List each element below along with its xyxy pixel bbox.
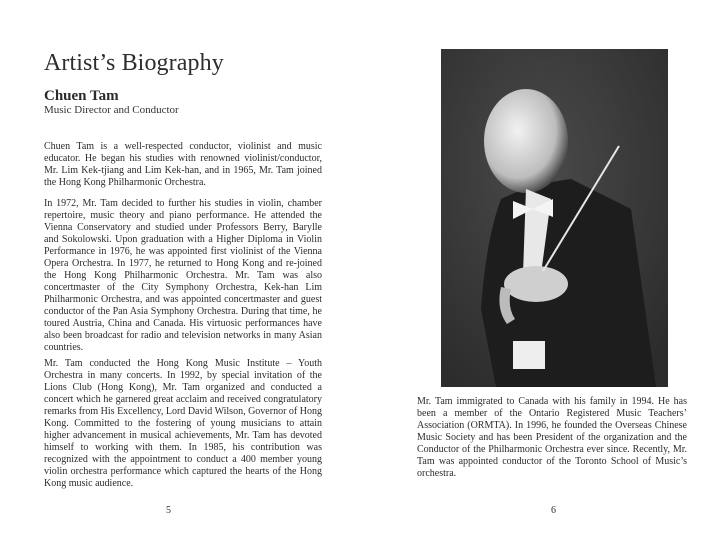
page-number-left: 5 xyxy=(166,505,171,516)
right-page xyxy=(360,0,720,556)
artist-role: Music Director and Conductor xyxy=(44,104,179,116)
artist-name: Chuen Tam xyxy=(44,88,119,104)
bio-paragraph-4: Mr. Tam immigrated to Canada with his family in 1994. He has been a member of the Ontario Registered Music Teachers’ Association (ORMTA). In 1996, he founded the Overseas Chinese Music Society and has been President of the organization and the Conductor of the Philharmonic Orchestra ever since. Recently, Mr. Tam was appointed conductor of the Toronto School of Music’s orchestra. xyxy=(417,396,687,479)
conductor-portrait-photo xyxy=(441,49,668,387)
bio-paragraph-1: Chuen Tam is a well-respected conductor, violinist and music educator. He began his studies with renowned violinist/conductor, Mr. Lim Kek-tjiang and Lim Kek-han, and in 1965, Mr. Tam joined the Hong Kong Philharmonic Orchestra. xyxy=(44,141,322,188)
bio-paragraph-3: Mr. Tam conducted the Hong Kong Music Institute – Youth Orchestra in many concerts. In 1992, by special invitation of the Lions Club (Hong Kong), Mr. Tam organized and conducted a concert which he garnered great acclaim and received congratulatory remarks from His Excellency, Lord David Wilson, Governor of Hong Kong. Committed to the fostering of young musicians to attain higher advancement in musical achievements, Mr. Tam has devoted himself to working with them. In 1985, his contribution was recognized with the appointment to conduct a 400 member young violin orchestra performance which captured the hearts of the Hong Kong music audience. xyxy=(44,358,322,489)
page-title: Artist’s Biography xyxy=(44,50,224,76)
bio-paragraph-2: In 1972, Mr. Tam decided to further his studies in violin, chamber repertoire, music theory and piano performance. He attended the Vienna Conservatory and studied under Professors Berry, Barylle and Sokolowski. Upon graduation with a Higher Diploma in Violin Performance in 1976, he was appointed first violinist of the Vienna Opera Orchestra. In 1977, he returned to Hong Kong and re-joined the Hong Kong Philharmonic Orchestra. Mr. Tam was also concertmaster of the City Symphony Orchestra, Kek-han Lim Philharmonic Orchestra, and was appointed concertmaster and guest conductor of the Pan Asia Symphony Orchestra. During that time, he toured Austria, China and Canada. His virtuosic performances have also been broadcast for radio and television networks in many Asian countries. xyxy=(44,198,322,353)
page-number-right: 6 xyxy=(551,505,556,516)
